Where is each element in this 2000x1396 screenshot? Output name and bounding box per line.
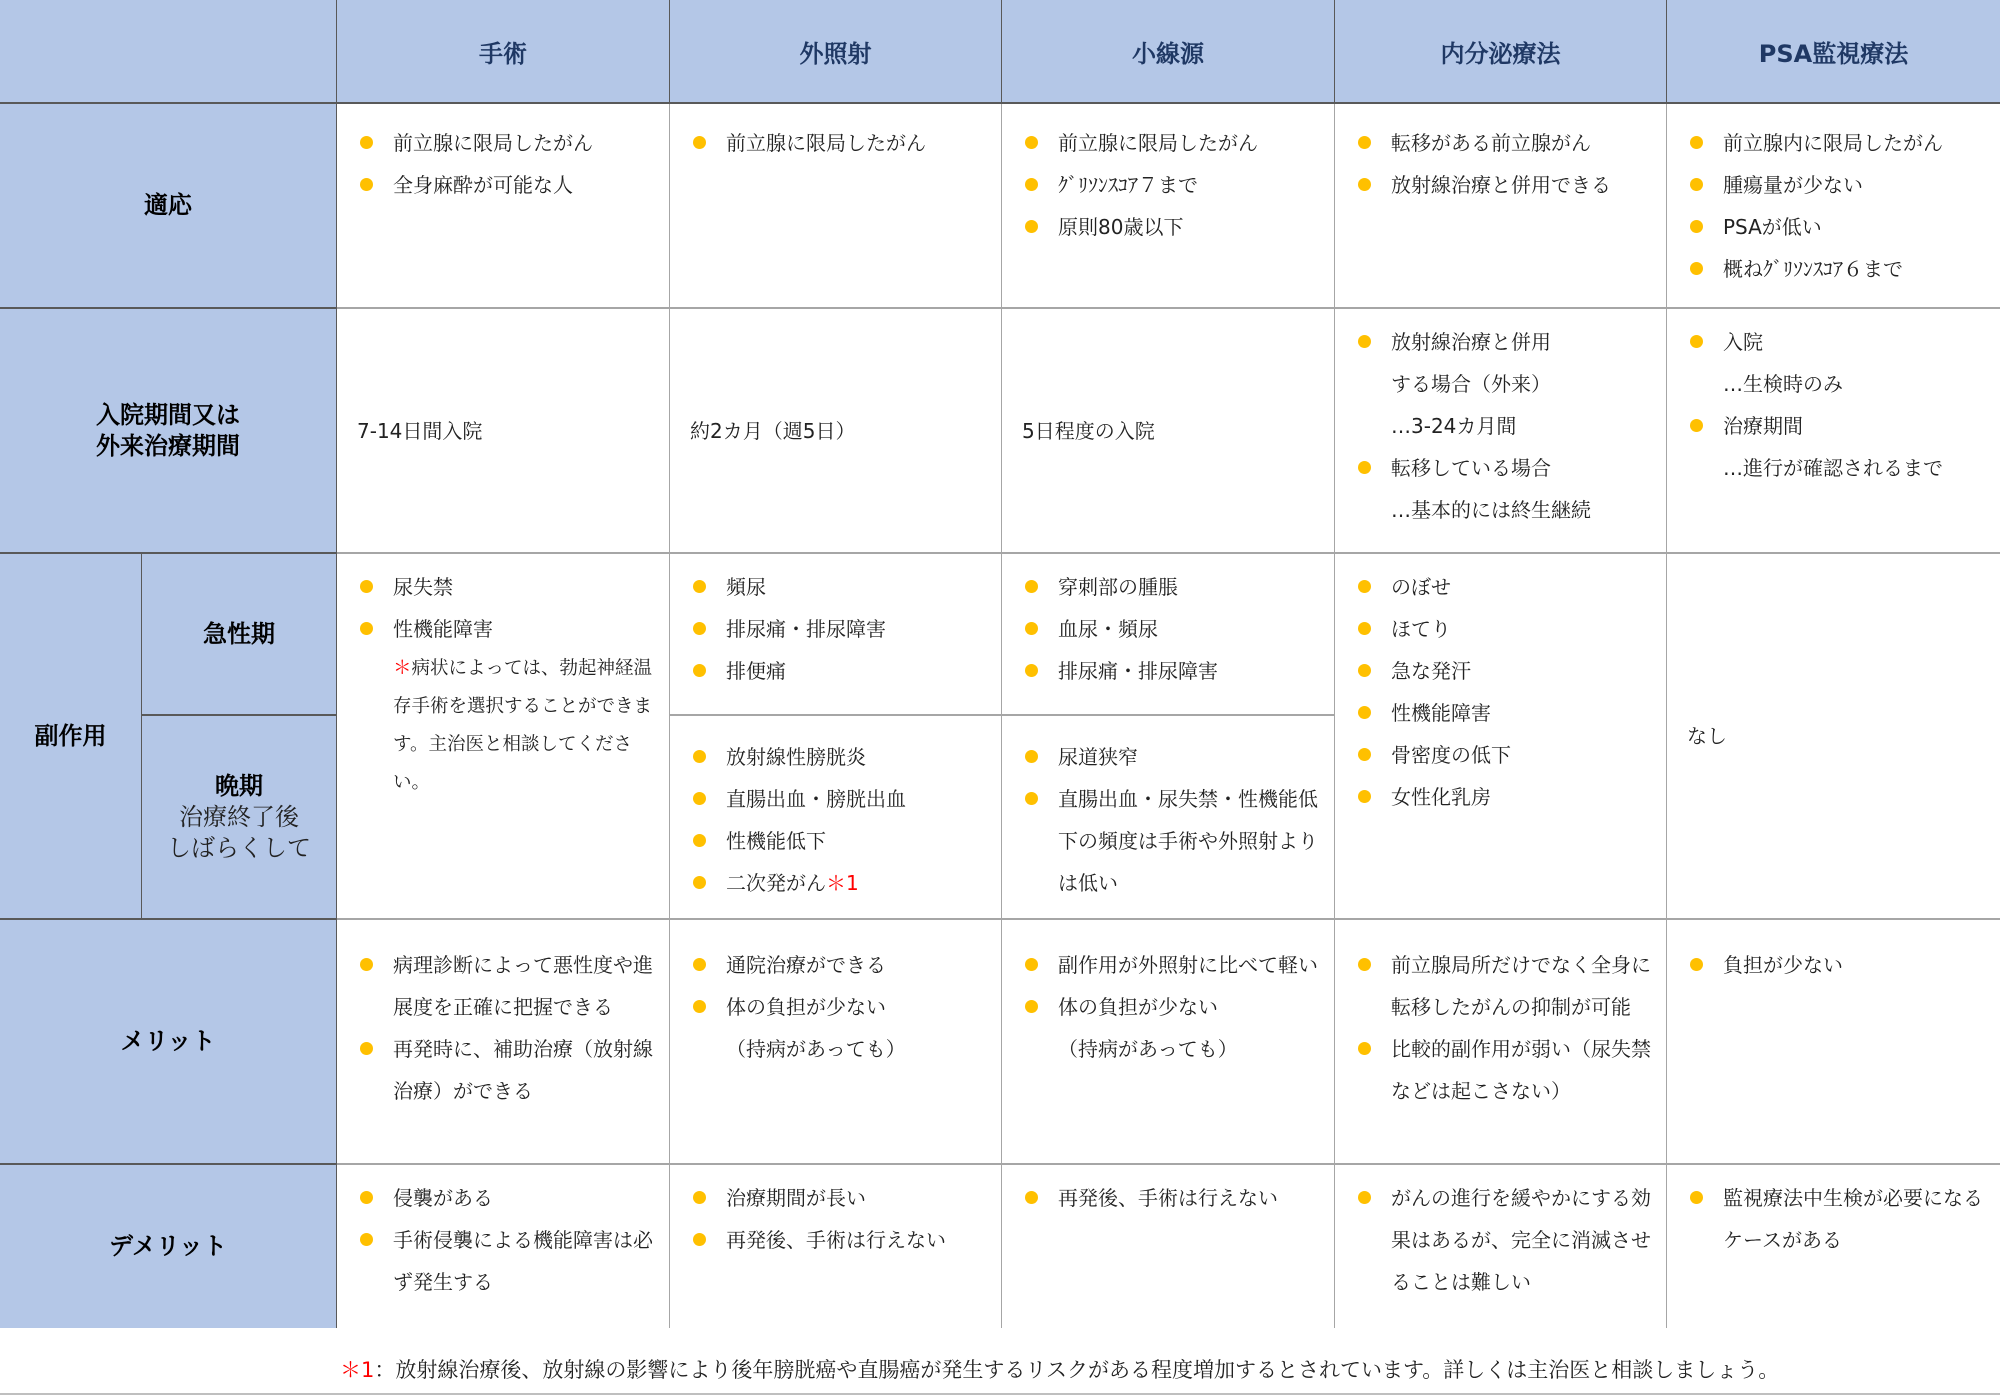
list-item: PSAが低い bbox=[1687, 206, 1986, 248]
list-item: 概ねｸﾞﾘｿﾝｽｺｱ６まで bbox=[1687, 248, 1986, 290]
cell-demerit-brachy bbox=[1002, 1165, 1335, 1328]
list-item: 体の負担が少ない bbox=[690, 986, 987, 1028]
list-item: 腫瘍量が少ない bbox=[1687, 164, 1986, 206]
cell-merit-external bbox=[670, 920, 1002, 1165]
cell-text: 約2カ月（週5日） bbox=[690, 418, 856, 443]
list-item: 手術侵襲による機能障害は必ず発生する bbox=[357, 1219, 655, 1303]
cell-text: 7-14日間入院 bbox=[357, 418, 483, 443]
list-item: 再発後、手術は行えない bbox=[1022, 1177, 1320, 1219]
header-corner bbox=[0, 0, 337, 104]
list-item: 入院 bbox=[1687, 321, 1986, 363]
cell-demerit-surgery bbox=[337, 1165, 670, 1328]
list-item: 体の負担が少ない bbox=[1022, 986, 1320, 1028]
footnote-text: ：放射線治療後、放射線の影響により後年膀胱癌や直腸癌が発生するリスクがある程度増加するとされています。詳しくは主治医と相談しましょう。 bbox=[374, 1358, 1780, 1382]
row-label-subtext: 治療終了後 bbox=[179, 802, 299, 831]
list-item: 性機能障害 bbox=[1355, 692, 1652, 734]
list-item: 負担が少ない bbox=[1687, 944, 1986, 986]
cell-acute-external bbox=[670, 554, 1002, 716]
list-item: 前立腺内に限局したがん bbox=[1687, 122, 1986, 164]
list-item: 放射線性膀胱炎 bbox=[690, 736, 987, 778]
note-text: 病状によっては、勃起神経温存手術を選択することができます。主治医と相談してください。 bbox=[393, 658, 653, 793]
row-label-text: メリット bbox=[120, 1027, 216, 1055]
cell-text: なし bbox=[1687, 724, 1727, 748]
list-item-text: 二次発がん bbox=[726, 871, 826, 895]
list-item: 尿道狭窄 bbox=[1022, 736, 1320, 778]
cell-demerit-external bbox=[670, 1165, 1002, 1328]
row-label-text: 急性期 bbox=[203, 619, 275, 648]
cell-indication-brachy bbox=[1002, 104, 1335, 309]
cell-duration-external bbox=[670, 309, 1002, 554]
list-item: 尿失禁 bbox=[357, 566, 655, 608]
column-header-brachytherapy: 小線源 bbox=[1002, 0, 1335, 104]
list-item: 急な発汗 bbox=[1355, 650, 1652, 692]
list-item: 直腸出血・尿失禁・性機能低下の頻度は手術や外照射よりは低い bbox=[1022, 778, 1320, 904]
list-item: 骨密度の低下 bbox=[1355, 734, 1652, 776]
list-item: 前立腺に限局したがん bbox=[1022, 122, 1320, 164]
row-label-merit bbox=[0, 920, 337, 1165]
row-label-acute bbox=[142, 554, 337, 716]
list-item-continuation: …3-24カ月間 bbox=[1391, 414, 1517, 438]
row-label-demerit bbox=[0, 1165, 337, 1328]
list-item-continuation: （持病があっても） bbox=[726, 1037, 906, 1061]
list-item: 病理診断によって悪性度や進展度を正確に把握できる bbox=[357, 944, 655, 1028]
footnote bbox=[340, 1354, 1779, 1384]
footnote-mark: ＊1 bbox=[340, 1358, 375, 1382]
list-item: 原則80歳以下 bbox=[1022, 206, 1320, 248]
cell-side-effects-surgery bbox=[337, 554, 670, 920]
cell-side-effects-psa bbox=[1667, 554, 2000, 920]
cell-late-external bbox=[670, 716, 1002, 920]
row-label-text: 適応 bbox=[144, 191, 192, 219]
cell-indication-surgery bbox=[337, 104, 670, 309]
list-item: 治療期間が長い bbox=[690, 1177, 987, 1219]
cell-merit-brachy bbox=[1002, 920, 1335, 1165]
list-item-continuation: （持病があっても） bbox=[1058, 1037, 1238, 1061]
list-item: ｸﾞﾘｿﾝｽｺｱ７まで bbox=[1022, 164, 1320, 206]
cell-late-brachy bbox=[1002, 716, 1335, 920]
list-item: 再発時に、補助治療（放射線治療）ができる bbox=[357, 1028, 655, 1112]
cell-demerit-psa bbox=[1667, 1165, 2000, 1328]
cell-duration-brachy bbox=[1002, 309, 1335, 554]
cell-duration-surgery bbox=[337, 309, 670, 554]
cell-acute-brachy bbox=[1002, 554, 1335, 716]
cell-indication-hormone bbox=[1335, 104, 1667, 309]
surgery-note bbox=[357, 650, 655, 802]
row-label-text: 入院期間又は bbox=[96, 400, 240, 429]
list-item: 放射線治療と併用できる bbox=[1355, 164, 1652, 206]
list-item-continuation: …生検時のみ bbox=[1723, 372, 1843, 396]
list-item: 転移がある前立腺がん bbox=[1355, 122, 1652, 164]
list-item: がんの進行を緩やかにする効果はあるが、完全に消滅させることは難しい bbox=[1355, 1177, 1652, 1303]
list-item: 前立腺局所だけでなく全身に転移したがんの抑制が可能 bbox=[1355, 944, 1652, 1028]
list-item-continuation: …基本的には終生継続 bbox=[1391, 498, 1591, 522]
column-header-psa-surveillance: PSA監視療法 bbox=[1667, 0, 2000, 104]
column-header-external-radiation: 外照射 bbox=[670, 0, 1002, 104]
cell-merit-hormone bbox=[1335, 920, 1667, 1165]
row-label-text: 晩期 bbox=[215, 771, 263, 800]
list-item: 比較的副作用が弱い（尿失禁などは起こさない） bbox=[1355, 1028, 1652, 1112]
list-item: 転移している場合 bbox=[1355, 447, 1652, 489]
row-label-indication bbox=[0, 104, 337, 309]
row-label-text: デメリット bbox=[108, 1232, 228, 1260]
list-item: 排尿痛・排尿障害 bbox=[690, 608, 987, 650]
list-item: 放射線治療と併用 bbox=[1355, 321, 1652, 363]
cell-duration-hormone bbox=[1335, 309, 1667, 554]
list-item: 頻尿 bbox=[690, 566, 987, 608]
cell-indication-psa bbox=[1667, 104, 2000, 309]
list-item: 再発後、手術は行えない bbox=[690, 1219, 987, 1261]
list-item: 性機能障害 bbox=[357, 608, 655, 650]
list-item: 監視療法中生検が必要になるケースがある bbox=[1687, 1177, 1986, 1261]
list-item: のぼせ bbox=[1355, 566, 1652, 608]
list-item: 治療期間 bbox=[1687, 405, 1986, 447]
list-item bbox=[690, 862, 987, 904]
row-label-text: 外来治療期間 bbox=[96, 431, 240, 460]
footnote-ref-mark: ＊1 bbox=[826, 871, 859, 895]
list-item: 排便痛 bbox=[690, 650, 987, 692]
list-item: 直腸出血・膀胱出血 bbox=[690, 778, 987, 820]
list-item: 通院治療ができる bbox=[690, 944, 987, 986]
row-label-subtext: しばらくして bbox=[167, 833, 311, 862]
list-item: 穿刺部の腫脹 bbox=[1022, 566, 1320, 608]
list-item: 副作用が外照射に比べて軽い bbox=[1022, 944, 1320, 986]
row-label-text: 副作用 bbox=[34, 721, 107, 750]
list-item: 侵襲がある bbox=[357, 1177, 655, 1219]
bottom-divider bbox=[0, 1393, 2000, 1395]
cell-merit-psa bbox=[1667, 920, 2000, 1165]
row-label-late bbox=[142, 716, 337, 920]
list-item: 全身麻酔が可能な人 bbox=[357, 164, 655, 206]
list-item: 排尿痛・排尿障害 bbox=[1022, 650, 1320, 692]
list-item: 前立腺に限局したがん bbox=[690, 122, 987, 164]
list-item: ほてり bbox=[1355, 608, 1652, 650]
cell-indication-external bbox=[670, 104, 1002, 309]
cell-duration-psa bbox=[1667, 309, 2000, 554]
cell-text: 5日程度の入院 bbox=[1022, 418, 1155, 443]
list-item: 前立腺に限局したがん bbox=[357, 122, 655, 164]
column-header-surgery: 手術 bbox=[337, 0, 670, 104]
list-item-continuation: …進行が確認されるまで bbox=[1723, 456, 1943, 480]
list-item: 女性化乳房 bbox=[1355, 776, 1652, 818]
list-item-continuation: する場合（外来） bbox=[1391, 372, 1551, 396]
row-label-duration bbox=[0, 309, 337, 554]
row-label-side-effects bbox=[0, 554, 142, 920]
asterisk-mark: ＊ bbox=[393, 658, 412, 679]
cell-demerit-hormone bbox=[1335, 1165, 1667, 1328]
list-item: 性機能低下 bbox=[690, 820, 987, 862]
list-item: 血尿・頻尿 bbox=[1022, 608, 1320, 650]
cell-side-effects-hormone bbox=[1335, 554, 1667, 920]
cell-merit-surgery bbox=[337, 920, 670, 1165]
column-header-hormone-therapy: 内分泌療法 bbox=[1335, 0, 1667, 104]
